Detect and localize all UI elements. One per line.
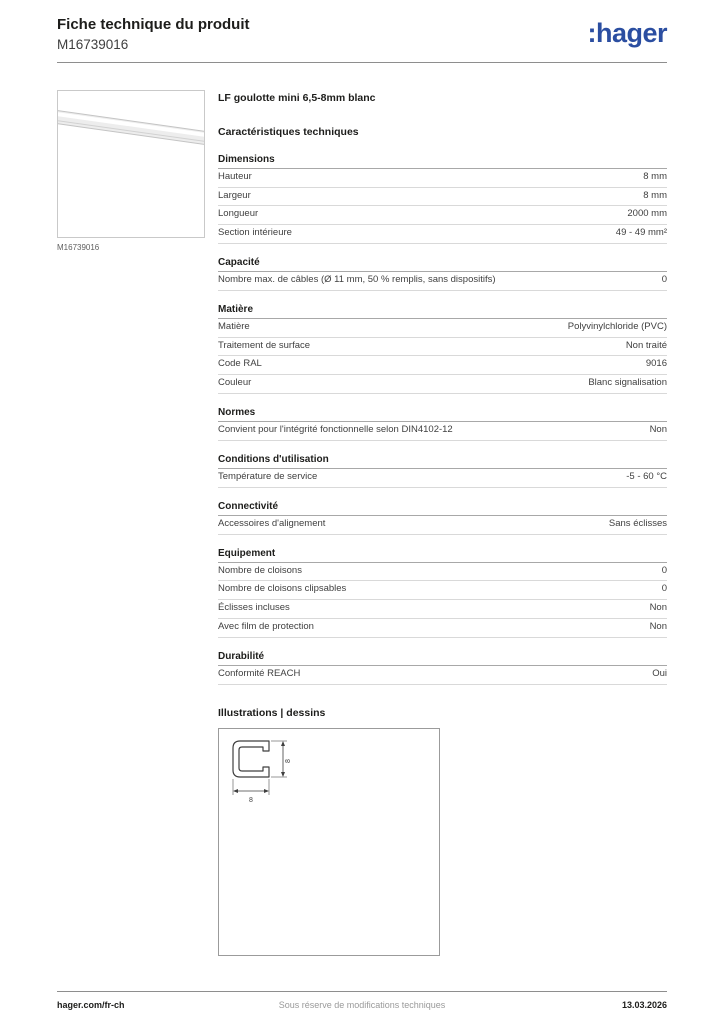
product-image — [57, 90, 205, 238]
spec-row — [218, 422, 667, 441]
profile-cross-section-drawing — [219, 729, 439, 955]
header-titles — [57, 16, 250, 52]
spec-row — [218, 516, 667, 535]
spec-row — [218, 338, 667, 357]
spec-section — [218, 304, 667, 394]
main-content — [57, 90, 667, 956]
spec-label: Éclisses incluses — [218, 602, 290, 614]
section-rows — [218, 272, 667, 291]
spec-section — [218, 407, 667, 441]
spec-label: Nombre de cloisons clipsables — [218, 583, 347, 595]
page-title: Fiche technique du produit — [57, 16, 250, 33]
illustrations-section — [218, 707, 667, 956]
section-title: Conditions d'utilisation — [218, 454, 667, 469]
product-name: LF goulotte mini 6,5-8mm blanc — [218, 91, 376, 104]
dimension-width-label: 8 — [249, 796, 253, 804]
spec-value: 0 — [661, 564, 667, 576]
spec-section — [218, 454, 667, 488]
spec-row — [218, 188, 667, 207]
spec-row — [218, 581, 667, 600]
section-rows — [218, 422, 667, 441]
spec-row — [218, 356, 667, 375]
section-title: Connectivité — [218, 501, 667, 516]
section-rows — [218, 666, 667, 685]
spec-value: 0 — [661, 274, 667, 285]
spec-sections — [218, 154, 667, 685]
spec-row — [218, 666, 667, 685]
spec-section — [218, 651, 667, 685]
spec-label: Traitement de surface — [218, 339, 311, 351]
section-title: Capacité — [218, 257, 667, 272]
spec-section — [218, 548, 667, 638]
spec-section — [218, 257, 667, 291]
spec-value: 2000 mm — [627, 208, 667, 220]
spec-row — [218, 169, 667, 188]
spec-label: Nombre de cloisons — [218, 564, 302, 576]
spec-row — [218, 272, 667, 291]
section-title: Normes — [218, 407, 667, 422]
section-title: Dimensions — [218, 154, 667, 169]
image-caption: M16739016 — [57, 242, 100, 252]
section-title: Durabilité — [218, 651, 667, 666]
section-title: Matière — [218, 304, 667, 319]
spec-label: Longueur — [218, 208, 259, 220]
section-rows — [218, 319, 667, 394]
spec-value: 0 — [661, 583, 667, 595]
spec-row — [218, 619, 667, 638]
spec-value: -5 - 60 °C — [626, 470, 667, 482]
spec-label: Avec film de protection — [218, 620, 314, 632]
spec-label: Section intérieure — [218, 227, 292, 239]
spec-row — [218, 375, 667, 394]
spec-section — [218, 501, 667, 535]
spec-value: Polyvinylchloride (PVC) — [567, 320, 667, 332]
spec-label: Couleur — [218, 377, 252, 389]
spec-label: Largeur — [218, 189, 251, 201]
spec-label: Hauteur — [218, 170, 252, 182]
spec-value: Non — [649, 620, 667, 632]
spec-value: Non traité — [625, 339, 667, 351]
spec-row — [218, 319, 667, 338]
spec-row — [218, 600, 667, 619]
spec-row — [218, 563, 667, 582]
spec-column — [218, 90, 667, 956]
spec-section — [218, 154, 667, 244]
spec-row — [218, 225, 667, 244]
product-reference: M16739016 — [57, 36, 129, 52]
spec-label: Conformité REACH — [218, 667, 301, 679]
spec-label: Convient pour l'intégrité fonctionnelle selon DIN4102-12 — [218, 424, 453, 436]
footer-url-link[interactable]: hager.com/fr-ch — [57, 1000, 125, 1010]
spec-label: Nombre max. de câbles (Ø 11 mm, 50 % remplis, sans dispositifs) — [218, 274, 496, 285]
footer-disclaimer: Sous réserve de modifications techniques — [278, 1000, 446, 1010]
spec-value: 8 mm — [643, 189, 667, 201]
spec-label: Accessoires d'alignement — [218, 517, 326, 529]
product-image-column — [57, 90, 205, 956]
section-rows — [218, 563, 667, 638]
characteristics-heading: Caractéristiques techniques — [218, 125, 359, 138]
spec-value: 8 mm — [643, 170, 667, 182]
trunking-strip-image — [58, 91, 204, 237]
section-rows — [218, 469, 667, 488]
footer-date: 13.03.2026 — [621, 1000, 667, 1010]
spec-value: 9016 — [645, 358, 667, 370]
spec-value: Non — [649, 602, 667, 614]
spec-value: Sans éclisses — [608, 517, 667, 529]
technical-drawing — [218, 728, 440, 956]
section-rows — [218, 516, 667, 535]
page-header — [57, 0, 667, 63]
spec-row — [218, 469, 667, 488]
section-rows — [218, 169, 667, 244]
spec-value: 49 - 49 mm² — [615, 227, 667, 239]
spec-label: Matière — [218, 320, 250, 332]
page-footer — [57, 991, 667, 1010]
section-title: Equipement — [218, 548, 667, 563]
spec-value: Non — [649, 424, 667, 436]
hager-logo: :hager — [587, 18, 667, 48]
spec-label: Code RAL — [218, 358, 262, 370]
spec-value: Oui — [652, 667, 667, 679]
spec-label: Température de service — [218, 470, 318, 482]
dimension-height-label: 8 — [285, 758, 292, 763]
spec-value: Blanc signalisation — [588, 377, 667, 389]
illustrations-heading: Illustrations | dessins — [218, 706, 326, 719]
spec-row — [218, 206, 667, 225]
